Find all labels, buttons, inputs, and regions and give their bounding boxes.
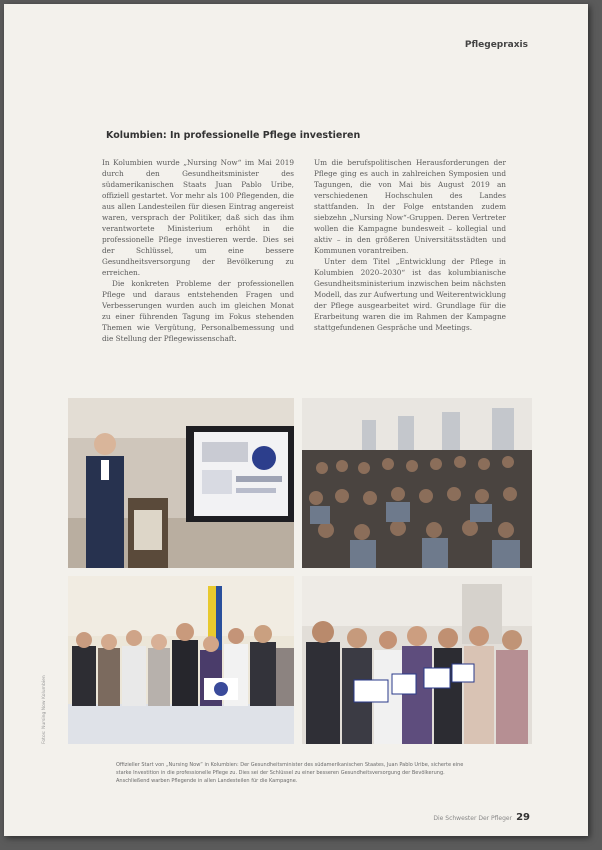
photo-women-with-signs bbox=[302, 576, 532, 744]
text-column-right bbox=[314, 157, 506, 333]
magazine-page bbox=[4, 4, 588, 836]
photo-credit: Fotos: Nursing Now Kolumbien bbox=[42, 675, 47, 744]
photo-caption: Offizieller Start von „Nursing Now“ in Kolumbien: Der Gesundheitsminister des südamerikanischen Staates, Juan Pablo Uribe, sicherte eine starke Investition in die professionelle Pflege zu. Dies sei der Schlüssel zu einer besseren Gesundheitsversorgung der Bevölkerung. Anschließend warben Pflegende in allen Landesteilen für die Kampagne. bbox=[116, 762, 464, 784]
page-number: 29 bbox=[516, 812, 530, 823]
paragraph: Unter dem Titel „Entwicklung der Pflege in Kolumbien 2020–2030“ ist das kolumbianische Gesundheitsministerium inzwischen beim nächsten Modell, das zur Aufwertung und Weiterentwicklung der Pflege ausgearbeitet wird. Grundlage für die Erarbeitung waren die im Rahmen der Kampagne stattgefundenen Gespräche und Meetings. bbox=[314, 257, 506, 332]
photo-audience-hall bbox=[302, 398, 532, 568]
photo-speaker-at-lectern bbox=[68, 398, 294, 568]
section-label: Pflegepraxis bbox=[464, 40, 528, 50]
paragraph: In Kolumbien wurde „Nursing Now“ im Mai 2019 durch den Gesundheitsminister des südamerikanischen Staats Juan Pablo Uribe, offiziell gestartet. Vor mehr als 100 Pflegenden, die aus allen Landesteilen für diesen Eintrag angereist waren, versprach der Politiker, daß sich das ihm verantwortete Ministerium erhöht in die professionelle Pflege investieren werde. Dies sei der Schlüssel, um eine bessere Gesundheitsversorgung der Bevölkerung zu erreichen. bbox=[102, 158, 294, 277]
article-title: Kolumbien: In professionelle Pflege investieren bbox=[106, 130, 361, 141]
paragraph: Um die berufspolitischen Herausforderungen der Pflege ging es auch in zahlreichen Symposien und Tagungen, die von Mai bis August 2019 an verschiedenen Hochschulen des Landes stattfanden. In der Folge entstanden zudem siebzehn „Nursing Now“-Gruppen. Deren Vertreter wollen die Kampagne bundesweit – kollegial und aktiv – in den größeren Universitätsstädten und Kommunen vorantreiben. bbox=[314, 158, 506, 255]
page-footer bbox=[433, 812, 530, 823]
photo-group-with-flag bbox=[68, 576, 294, 744]
journal-name: Die Schwester Der Pfleger bbox=[433, 815, 513, 822]
text-column-left bbox=[102, 157, 294, 344]
paragraph: Die konkreten Probleme der professionellen Pflege und daraus entstehenden Fragen und Verbesserungen wurden auch im gleichen Monat zu einer führenden Tagung im Fokus stehenden Themen wie Vergütung, Personalbemessung und die Stellung der Pflegewissenschaft. bbox=[102, 279, 294, 343]
